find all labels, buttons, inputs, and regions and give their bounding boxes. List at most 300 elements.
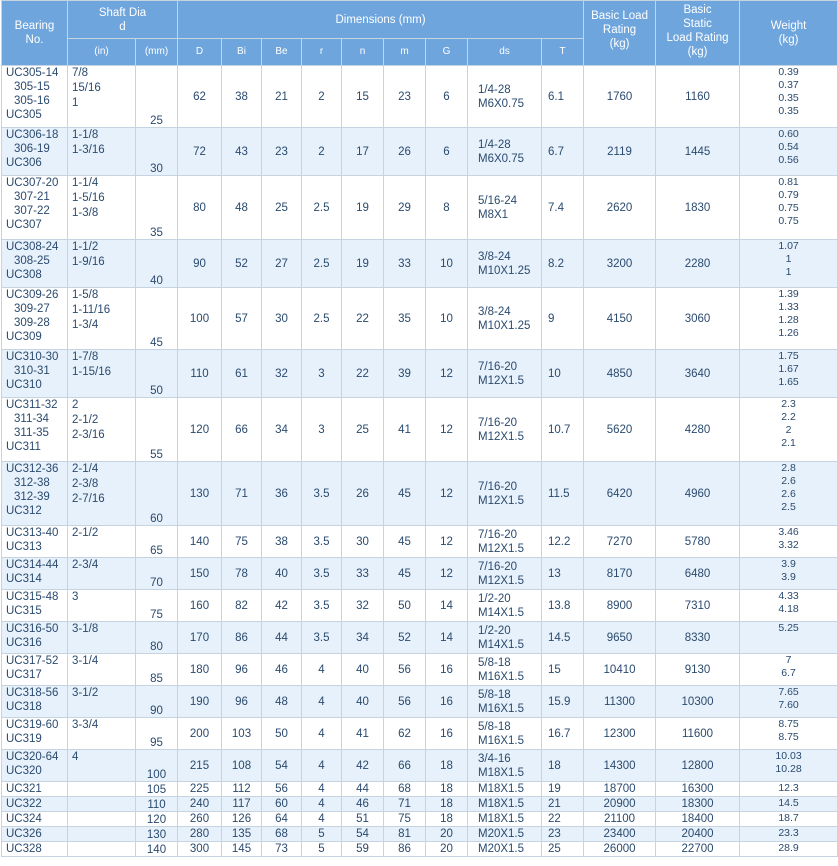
ds-value: M20X1.5 (478, 843, 525, 855)
dim-d-cell: 90 (178, 240, 222, 288)
bearing-no-cell (2, 590, 68, 622)
dim-ds-cell (468, 66, 542, 128)
ds-value: M12X1.5 (478, 574, 525, 587)
dim-n-cell: 51 (342, 812, 384, 827)
dim-g-cell: 10 (426, 288, 468, 350)
dim-r-cell: 2 (302, 66, 342, 128)
dim-ds-cell (468, 462, 542, 526)
dim-n-cell: 22 (342, 350, 384, 398)
weight-value: 8.75 (778, 718, 799, 730)
header-mm: (mm) (136, 39, 178, 66)
basic-static-load-rating-cell: 3640 (656, 350, 740, 398)
dim-t-cell: 12.2 (542, 526, 584, 558)
shaft-inch-value: 1-9/16 (72, 256, 105, 268)
weight-value: 3.9 (781, 571, 796, 583)
header-bearing-no: Bearing No. (2, 1, 68, 66)
shaft-inch-value: 1 (72, 97, 79, 109)
dim-r-cell: 3.5 (302, 526, 342, 558)
dim-be-cell: 73 (262, 842, 302, 857)
dim-n-cell: 54 (342, 827, 384, 842)
header-basic-static-load-rating: Basic Static Load Rating (kg) (656, 1, 740, 66)
weight-value: 5.25 (778, 622, 799, 634)
shaft-inch-value: 4 (72, 751, 79, 763)
bearing-no: UC309-26 (6, 289, 59, 301)
bearing-no: UC306 (6, 157, 42, 169)
dim-n-cell: 33 (342, 558, 384, 590)
dim-r-cell: 3.5 (302, 462, 342, 526)
ds-value: 5/8-18 (478, 688, 511, 701)
weight-cell (740, 240, 838, 288)
shaft-mm-cell: 130 (136, 827, 178, 842)
bearing-no: UC320 (6, 765, 42, 777)
weight-cell (740, 686, 838, 718)
table-row (2, 797, 838, 812)
bearing-no: UC311-32 (6, 399, 58, 411)
dim-d-cell: 160 (178, 590, 222, 622)
weight-value: 1 (785, 253, 792, 265)
basic-static-load-rating-cell: 22700 (656, 842, 740, 857)
dim-ds-cell (468, 686, 542, 718)
shaft-mm-cell: 95 (136, 718, 178, 750)
dim-n-cell: 41 (342, 718, 384, 750)
shaft-inch-cell (68, 526, 136, 558)
ds-value: 3/8-24 (478, 250, 511, 263)
header-in: (in) (68, 39, 136, 66)
shaft-inch-value: 3-3/4 (72, 719, 99, 731)
shaft-mm-cell: 40 (136, 240, 178, 288)
table-row (2, 526, 838, 558)
dim-be-cell: 25 (262, 176, 302, 240)
shaft-inch-value: 2-3/4 (72, 559, 99, 571)
shaft-inch-cell (68, 240, 136, 288)
dim-bi-cell: 82 (222, 590, 262, 622)
dim-m-cell: 41 (384, 398, 426, 462)
weight-value: 0.60 (778, 128, 799, 140)
bearing-no-cell (2, 288, 68, 350)
dim-t-cell: 16.7 (542, 718, 584, 750)
weight-value: 0.35 (778, 92, 799, 104)
dim-be-cell: 42 (262, 590, 302, 622)
dim-r-cell: 4 (302, 686, 342, 718)
bearing-no: UC313 (6, 541, 42, 553)
table-row (2, 842, 838, 857)
weight-value: 6.7 (781, 667, 796, 679)
dim-ds-cell (468, 718, 542, 750)
bearing-no-cell (2, 718, 68, 750)
header-dimensions: Dimensions (mm) (178, 1, 584, 39)
dim-t-cell: 21 (542, 797, 584, 812)
ds-value: M14X1.5 (478, 606, 525, 619)
dim-ds-cell (468, 240, 542, 288)
dim-r-cell: 4 (302, 654, 342, 686)
header-T: T (542, 39, 584, 66)
ds-value: 3/8-24 (478, 305, 511, 318)
dim-d-cell: 130 (178, 462, 222, 526)
dim-n-cell: 26 (342, 462, 384, 526)
dim-be-cell: 40 (262, 558, 302, 590)
ds-value: M14X1.5 (478, 638, 525, 651)
dim-be-cell: 36 (262, 462, 302, 526)
ds-value: M16X1.5 (478, 670, 525, 683)
shaft-mm-cell: 55 (136, 398, 178, 462)
basic-load-rating-cell: 5620 (584, 398, 656, 462)
ds-value: M8X1 (478, 208, 509, 221)
shaft-mm-cell: 110 (136, 797, 178, 812)
ds-value: M10X1.25 (478, 264, 531, 277)
weight-cell (740, 462, 838, 526)
table-row (2, 398, 838, 462)
shaft-inch-cell (68, 350, 136, 398)
weight-value: 8.75 (778, 731, 799, 743)
dim-m-cell: 56 (384, 654, 426, 686)
bearing-no-cell (2, 558, 68, 590)
weight-value: 3.32 (778, 539, 799, 551)
bearing-no: UC317-52 (6, 655, 59, 667)
ds-value: M18X1.5 (478, 813, 525, 825)
shaft-inch-value: 1-15/16 (72, 366, 112, 378)
shaft-inch-cell (68, 590, 136, 622)
dim-be-cell: 48 (262, 686, 302, 718)
shaft-inch-cell (68, 462, 136, 526)
table-row (2, 654, 838, 686)
dim-d-cell: 62 (178, 66, 222, 128)
dim-bi-cell: 112 (222, 782, 262, 797)
dim-g-cell: 12 (426, 526, 468, 558)
dim-bi-cell: 75 (222, 526, 262, 558)
dim-be-cell: 50 (262, 718, 302, 750)
shaft-mm-cell: 60 (136, 462, 178, 526)
bearing-no-cell (2, 654, 68, 686)
dim-t-cell: 8.2 (542, 240, 584, 288)
dim-ds-cell (468, 526, 542, 558)
header-D: D (178, 39, 222, 66)
weight-cell (740, 398, 838, 462)
dim-ds-cell (468, 128, 542, 176)
bearing-no: UC312-36 (6, 463, 59, 475)
weight-value: 0.75 (778, 202, 799, 214)
dim-n-cell: 32 (342, 590, 384, 622)
bearing-no: UC319 (6, 733, 42, 745)
dim-t-cell: 18 (542, 750, 584, 782)
table-row (2, 782, 838, 797)
dim-m-cell: 68 (384, 782, 426, 797)
dim-n-cell: 42 (342, 750, 384, 782)
bearing-no: UC314 (6, 573, 42, 585)
weight-cell (740, 558, 838, 590)
dim-d-cell: 110 (178, 350, 222, 398)
table-row (2, 827, 838, 842)
weight-value: 0.39 (778, 66, 799, 78)
dim-d-cell: 240 (178, 797, 222, 812)
dim-r-cell: 3.5 (302, 558, 342, 590)
weight-value: 23.3 (778, 827, 799, 839)
weight-value: 10.28 (775, 763, 802, 775)
dim-n-cell: 44 (342, 782, 384, 797)
ds-value: M6X0.75 (478, 152, 525, 165)
ds-value: 3/4-16 (478, 752, 511, 765)
basic-load-rating-cell: 6420 (584, 462, 656, 526)
dim-m-cell: 62 (384, 718, 426, 750)
ds-value: 7/16-20 (478, 480, 518, 493)
dim-g-cell: 20 (426, 842, 468, 857)
dim-t-cell: 13.8 (542, 590, 584, 622)
shaft-inch-cell (68, 812, 136, 827)
dim-d-cell: 120 (178, 398, 222, 462)
dim-t-cell: 19 (542, 782, 584, 797)
basic-load-rating-cell: 14300 (584, 750, 656, 782)
dim-bi-cell: 117 (222, 797, 262, 812)
header-Be: Be (262, 39, 302, 66)
basic-static-load-rating-cell: 16300 (656, 782, 740, 797)
dim-d-cell: 72 (178, 128, 222, 176)
dim-ds-cell (468, 590, 542, 622)
basic-static-load-rating-cell: 8330 (656, 622, 740, 654)
weight-value: 7.65 (778, 686, 799, 698)
basic-load-rating-cell: 8900 (584, 590, 656, 622)
weight-value: 3.46 (778, 526, 799, 538)
dim-m-cell: 45 (384, 526, 426, 558)
basic-load-rating-cell: 18700 (584, 782, 656, 797)
dim-n-cell: 22 (342, 288, 384, 350)
shaft-inch-value: 2 (72, 399, 79, 411)
ds-value: M12X1.5 (478, 494, 525, 507)
ds-value: 5/8-18 (478, 656, 511, 669)
dim-bi-cell: 52 (222, 240, 262, 288)
header-ds: ds (468, 39, 542, 66)
bearing-no: UC324 (6, 813, 42, 825)
weight-value: 0.75 (778, 215, 799, 227)
bearing-no: 305-16 (14, 95, 50, 107)
weight-cell (740, 288, 838, 350)
ds-value: M10X1.25 (478, 319, 531, 332)
dim-t-cell: 11.5 (542, 462, 584, 526)
weight-value: 7 (785, 654, 792, 666)
shaft-inch-cell (68, 797, 136, 812)
bearing-no-cell (2, 750, 68, 782)
dim-m-cell: 52 (384, 622, 426, 654)
dim-g-cell: 20 (426, 827, 468, 842)
dim-n-cell: 46 (342, 797, 384, 812)
table-row (2, 66, 838, 128)
shaft-inch-value: 3-1/4 (72, 655, 99, 667)
bearing-no-cell (2, 812, 68, 827)
weight-cell (740, 842, 838, 857)
weight-value: 1 (785, 266, 792, 278)
dim-ds-cell (468, 654, 542, 686)
dim-ds-cell (468, 622, 542, 654)
dim-r-cell: 3.5 (302, 622, 342, 654)
bearing-no: UC311 (6, 441, 41, 453)
dim-d-cell: 300 (178, 842, 222, 857)
bearing-no: UC322 (6, 798, 42, 810)
ds-value: 7/16-20 (478, 416, 518, 429)
bearing-no: UC320-64 (6, 751, 59, 763)
dim-ds-cell (468, 782, 542, 797)
dim-be-cell: 34 (262, 398, 302, 462)
weight-cell (740, 782, 838, 797)
dim-g-cell: 18 (426, 797, 468, 812)
dim-g-cell: 12 (426, 350, 468, 398)
ds-value: 7/16-20 (478, 560, 518, 573)
dim-n-cell: 40 (342, 686, 384, 718)
dim-g-cell: 18 (426, 812, 468, 827)
basic-load-rating-cell: 12300 (584, 718, 656, 750)
bearing-no: UC313-40 (6, 527, 59, 539)
basic-load-rating-cell: 11300 (584, 686, 656, 718)
ds-value: M16X1.5 (478, 734, 525, 747)
dim-ds-cell (468, 827, 542, 842)
weight-cell (740, 797, 838, 812)
bearing-no: UC309 (6, 331, 42, 343)
bearing-no: UC305-14 (6, 67, 59, 79)
dim-n-cell: 34 (342, 622, 384, 654)
basic-load-rating-cell: 20900 (584, 797, 656, 812)
dim-r-cell: 4 (302, 782, 342, 797)
dim-ds-cell (468, 842, 542, 857)
header-n: n (342, 39, 384, 66)
table-row (2, 462, 838, 526)
weight-cell (740, 590, 838, 622)
dim-d-cell: 80 (178, 176, 222, 240)
shaft-inch-value: 2-1/2 (72, 527, 99, 539)
dim-m-cell: 75 (384, 812, 426, 827)
shaft-inch-value: 2-3/8 (72, 478, 99, 490)
shaft-inch-cell (68, 66, 136, 128)
table-row (2, 350, 838, 398)
dim-be-cell: 68 (262, 827, 302, 842)
weight-cell (740, 718, 838, 750)
bearing-no-cell (2, 398, 68, 462)
basic-static-load-rating-cell: 2280 (656, 240, 740, 288)
table-row (2, 288, 838, 350)
weight-value: 1.28 (778, 314, 799, 326)
dim-n-cell: 17 (342, 128, 384, 176)
shaft-inch-cell (68, 176, 136, 240)
dim-t-cell: 6.7 (542, 128, 584, 176)
dim-be-cell: 60 (262, 797, 302, 812)
dim-be-cell: 23 (262, 128, 302, 176)
bearing-no: 311-34 (14, 413, 49, 425)
dim-bi-cell: 96 (222, 654, 262, 686)
weight-value: 0.81 (778, 176, 799, 188)
basic-static-load-rating-cell: 6480 (656, 558, 740, 590)
dim-d-cell: 180 (178, 654, 222, 686)
bearing-no-cell (2, 782, 68, 797)
bearing-no: UC314-44 (6, 559, 59, 571)
bearing-no: 306-19 (14, 143, 50, 155)
basic-static-load-rating-cell: 1830 (656, 176, 740, 240)
shaft-inch-value: 3-1/2 (72, 687, 99, 699)
basic-load-rating-cell: 9650 (584, 622, 656, 654)
basic-load-rating-cell: 8170 (584, 558, 656, 590)
dim-d-cell: 260 (178, 812, 222, 827)
ds-value: M18X1.5 (478, 766, 525, 779)
header-Bi: Bi (222, 39, 262, 66)
bearing-no: 310-31 (14, 365, 50, 377)
bearing-no: 309-27 (14, 303, 50, 315)
shaft-inch-value: 3-1/8 (72, 623, 99, 635)
dim-be-cell: 46 (262, 654, 302, 686)
shaft-inch-value: 1-3/4 (72, 319, 99, 331)
bearing-no: 311-35 (14, 427, 49, 439)
shaft-inch-value: 2-1/2 (72, 414, 99, 426)
bearing-no: 307-21 (14, 191, 50, 203)
dim-bi-cell: 126 (222, 812, 262, 827)
bearing-no: 312-38 (14, 477, 50, 489)
dim-g-cell: 8 (426, 176, 468, 240)
dim-bi-cell: 71 (222, 462, 262, 526)
dim-t-cell: 9 (542, 288, 584, 350)
weight-value: 2.2 (781, 411, 796, 423)
weight-value: 0.37 (778, 79, 799, 91)
dim-n-cell: 19 (342, 176, 384, 240)
basic-static-load-rating-cell: 4280 (656, 398, 740, 462)
shaft-inch-cell (68, 288, 136, 350)
weight-value: 1.75 (778, 350, 799, 362)
dim-bi-cell: 48 (222, 176, 262, 240)
dim-d-cell: 190 (178, 686, 222, 718)
dim-g-cell: 18 (426, 750, 468, 782)
dim-m-cell: 71 (384, 797, 426, 812)
bearing-no: UC316-50 (6, 623, 59, 635)
dim-be-cell: 64 (262, 812, 302, 827)
bearing-no-cell (2, 176, 68, 240)
dim-ds-cell (468, 176, 542, 240)
table-row (2, 240, 838, 288)
weight-value: 10.03 (775, 750, 802, 762)
dim-t-cell: 14.5 (542, 622, 584, 654)
shaft-mm-cell: 140 (136, 842, 178, 857)
ds-value: M12X1.5 (478, 374, 525, 387)
dim-ds-cell (468, 288, 542, 350)
basic-load-rating-cell: 2119 (584, 128, 656, 176)
ds-value: M6X0.75 (478, 97, 525, 110)
shaft-inch-value: 1-3/16 (72, 144, 105, 156)
dim-m-cell: 45 (384, 558, 426, 590)
dim-d-cell: 200 (178, 718, 222, 750)
basic-static-load-rating-cell: 18400 (656, 812, 740, 827)
bearing-no: UC308-24 (6, 241, 59, 253)
dim-bi-cell: 38 (222, 66, 262, 128)
dim-t-cell: 25 (542, 842, 584, 857)
basic-static-load-rating-cell: 1160 (656, 66, 740, 128)
table-row (2, 128, 838, 176)
weight-value: 1.07 (778, 240, 799, 252)
dim-d-cell: 150 (178, 558, 222, 590)
shaft-mm-cell: 70 (136, 558, 178, 590)
bearing-no: 312-39 (14, 491, 50, 503)
table-row (2, 176, 838, 240)
weight-value: 3.9 (781, 558, 796, 570)
basic-load-rating-cell: 23400 (584, 827, 656, 842)
basic-load-rating-cell: 10410 (584, 654, 656, 686)
dim-m-cell: 33 (384, 240, 426, 288)
dim-r-cell: 4 (302, 718, 342, 750)
weight-cell (740, 66, 838, 128)
shaft-inch-cell (68, 842, 136, 857)
bearing-no: 308-25 (14, 255, 50, 267)
bearing-no: UC306-18 (6, 129, 59, 141)
weight-value: 2.1 (781, 437, 796, 449)
bearing-no: UC328 (6, 843, 42, 855)
shaft-inch-cell (68, 782, 136, 797)
shaft-inch-value: 1-11/16 (72, 304, 111, 316)
dim-g-cell: 10 (426, 240, 468, 288)
shaft-mm-cell: 75 (136, 590, 178, 622)
weight-value: 2.5 (781, 501, 796, 513)
shaft-inch-value: 7/8 (72, 67, 88, 79)
header-r: r (302, 39, 342, 66)
